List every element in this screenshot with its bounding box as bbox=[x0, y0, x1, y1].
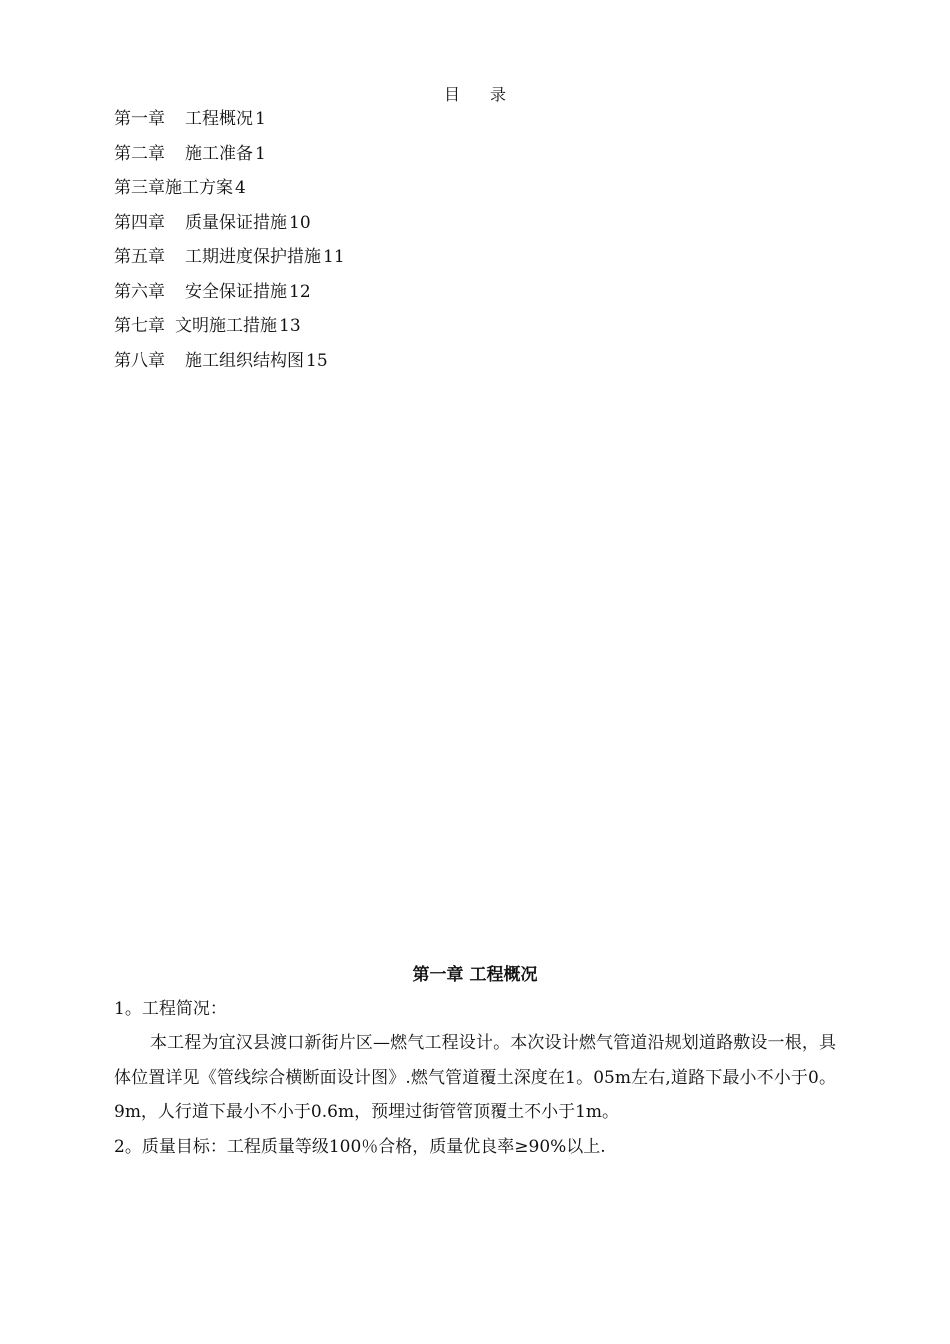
section-paragraph: 本工程为宜汉县渡口新街片区—燃气工程设计。本次设计燃气管道沿规划道路敷设一根，具体位置详见《管线综合横断面设计图》.燃气管道覆土深度在1。05m左右,道路下最小不小于0。9m，人行道下最小不小于0.6m，预埋过街管管顶覆土不小于1m。 bbox=[114, 1033, 836, 1122]
toc-chapter-title: 工期进度保护措施 bbox=[185, 247, 321, 267]
toc-title-left: 目 bbox=[443, 85, 460, 104]
toc-chapter-title: 工程概况 bbox=[185, 109, 253, 129]
toc-chapter-number: 第五章 bbox=[114, 247, 165, 267]
toc-item-chapter-3[interactable] bbox=[114, 173, 345, 208]
toc-page-number: 13 bbox=[279, 316, 301, 336]
quality-target-line: 2。质量目标：工程质量等级100％合格，质量优良率≥90%以上. bbox=[114, 1136, 606, 1157]
toc-chapter-title: 施工准备 bbox=[185, 143, 253, 164]
toc-chapter-number: 第七章 bbox=[114, 316, 165, 336]
toc-title-right: 录 bbox=[490, 85, 507, 104]
toc-page-number: 15 bbox=[306, 350, 328, 371]
chapter-heading: 第一章 工程概况 bbox=[412, 965, 538, 985]
toc-item-chapter-2[interactable] bbox=[114, 139, 345, 174]
toc-chapter-title: 施工方案 bbox=[165, 178, 233, 198]
toc-chapter-title: 文明施工措施 bbox=[175, 316, 277, 336]
table-of-contents bbox=[114, 104, 345, 380]
toc-item-chapter-6[interactable] bbox=[114, 277, 345, 312]
toc-item-chapter-8[interactable] bbox=[114, 346, 345, 381]
toc-chapter-number: 第四章 bbox=[114, 212, 165, 233]
toc-item-chapter-5[interactable] bbox=[114, 242, 345, 277]
toc-page-number: 12 bbox=[289, 281, 311, 302]
toc-page-number: 4 bbox=[235, 178, 246, 198]
toc-item-chapter-4[interactable] bbox=[114, 208, 345, 243]
section-title: 1。工程简况： bbox=[114, 999, 227, 1019]
toc-title bbox=[0, 82, 950, 105]
toc-chapter-number: 第二章 bbox=[114, 143, 165, 164]
toc-page-number: 10 bbox=[289, 212, 311, 233]
chapter-body bbox=[114, 994, 836, 1162]
toc-chapter-number: 第六章 bbox=[114, 281, 165, 302]
toc-chapter-title: 质量保证措施 bbox=[185, 212, 287, 233]
toc-chapter-number: 第一章 bbox=[114, 109, 165, 129]
toc-page-number: 1 bbox=[255, 143, 266, 164]
toc-page-number: 1 bbox=[255, 109, 266, 129]
toc-page-number: 11 bbox=[323, 247, 345, 267]
toc-item-chapter-7[interactable] bbox=[114, 311, 345, 346]
toc-item-chapter-1[interactable] bbox=[114, 104, 345, 139]
toc-chapter-number: 第八章 bbox=[114, 350, 165, 371]
toc-chapter-title: 安全保证措施 bbox=[185, 281, 287, 302]
toc-chapter-title: 施工组织结构图 bbox=[185, 350, 304, 371]
toc-chapter-number: 第三章 bbox=[114, 178, 165, 198]
